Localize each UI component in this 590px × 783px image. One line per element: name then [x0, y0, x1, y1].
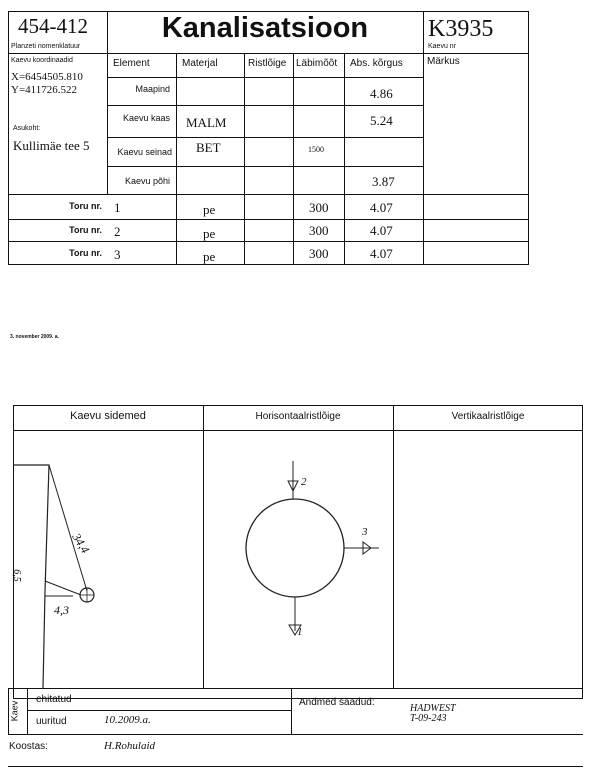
column-header-material: Materjal [182, 58, 218, 69]
pipe-label-3: Toru nr. [69, 248, 102, 258]
data-source-company: HADWEST [410, 703, 456, 714]
surveyed-value: 10.2009.a. [104, 714, 151, 726]
pipe-1-material: pe [203, 202, 216, 217]
pipe-2-height: 4.07 [370, 223, 393, 238]
divider [8, 219, 529, 220]
column-title-links: Kaevu sidemed [70, 410, 146, 422]
divider [8, 688, 583, 689]
column-header-diameter: Läbimõõt [296, 58, 338, 69]
column-header-section: Ristlõige [248, 58, 287, 69]
row-walls-material: BET [196, 140, 221, 155]
column-header-remark: Märkus [427, 56, 460, 67]
horizontal-section-sketch [203, 431, 393, 688]
well-number-value: K3935 [428, 16, 494, 42]
built-label: ehitatud [36, 694, 72, 705]
compiled-by-value: H.Rohulaid [104, 740, 156, 752]
column-header-element: Element [113, 58, 150, 69]
row-ground-height: 4.86 [370, 86, 393, 101]
divider [107, 166, 423, 167]
address-value: Kullimäe tee 5 [13, 138, 90, 153]
divider [8, 734, 583, 735]
pipe-1-number: 1 [114, 200, 121, 215]
divider [107, 105, 423, 106]
pipe-3-number: 3 [114, 247, 121, 262]
column-title-vertical: Vertikaalristlõige [451, 411, 525, 422]
well-number-label: Kaevu nr [428, 43, 457, 50]
divider [176, 53, 177, 265]
divider [107, 77, 423, 78]
sketch-note-distance-1: 34,4 [69, 530, 93, 556]
divider [107, 53, 108, 194]
row-cover-height: 5.24 [370, 113, 393, 128]
well-side-label: Kaev [9, 700, 20, 722]
pipe-1-height: 4.07 [370, 200, 393, 215]
address-label: Asukoht: [13, 125, 41, 132]
sketch-note-distance-3: 6,5 [10, 569, 22, 582]
pipe-2-number: 2 [114, 224, 121, 239]
pipe-3-diameter: 300 [309, 246, 329, 261]
pipe-3-height: 4.07 [370, 246, 393, 261]
row-label-bottom: Kaevu põhi [124, 176, 170, 186]
row-label-walls: Kaevu seinad [117, 147, 172, 157]
coord-y: Y=411726.522 [11, 84, 77, 96]
pipe-number-1: 1 [297, 626, 303, 638]
compiled-by-label: Koostas: [9, 741, 48, 752]
data-source-reference: T-09-243 [410, 713, 447, 724]
divider [393, 405, 394, 688]
well-links-sketch [10, 431, 203, 688]
tie-line-short [45, 581, 81, 595]
coords-label: Kaevu koordinaadid [11, 57, 73, 64]
divider [291, 688, 292, 734]
pipe-1-diameter: 300 [309, 200, 329, 215]
divider [8, 241, 529, 242]
pipe-label-1: Toru nr. [69, 201, 102, 211]
divider [27, 688, 28, 734]
pipe-3-material: pe [203, 249, 216, 264]
surveyed-label: uuritud [36, 716, 67, 727]
pipe-2-diameter: 300 [309, 223, 329, 238]
divider [107, 137, 423, 138]
pipe-number-2: 2 [301, 476, 307, 488]
divider [344, 53, 345, 265]
row-walls-diameter: 1500 [308, 145, 324, 154]
divider [8, 194, 529, 195]
column-title-horizontal: Horisontaalristlõige [255, 411, 341, 422]
row-bottom-height: 3.87 [372, 174, 395, 189]
pipe-2-material: pe [203, 226, 216, 241]
nomenclature-value: 454-412 [18, 14, 88, 38]
divider [8, 53, 529, 54]
tie-line-long [49, 465, 87, 591]
row-cover-material: MALM [186, 115, 227, 130]
well-circle [246, 499, 344, 597]
sketch-note-distance-2: 4,3 [54, 603, 69, 617]
nomenclature-label: Planzeti nomenklatuur [11, 43, 81, 50]
divider [423, 11, 424, 265]
divider [27, 710, 291, 711]
pipe-label-2: Toru nr. [69, 225, 102, 235]
date-note: 3. november 2009. a. [10, 334, 59, 340]
row-label-ground: Maapind [135, 84, 170, 94]
coord-x: X=6454505.810 [11, 71, 83, 83]
column-header-height: Abs. kõrgus [350, 58, 403, 69]
divider [8, 766, 583, 767]
divider [293, 53, 294, 265]
data-source-label: Andmed saadud: [299, 697, 375, 708]
pipe-number-3: 3 [362, 526, 368, 538]
divider [244, 53, 245, 265]
page-title: Kanalisatsioon [161, 12, 369, 44]
row-label-cover: Kaevu kaas [122, 113, 170, 123]
